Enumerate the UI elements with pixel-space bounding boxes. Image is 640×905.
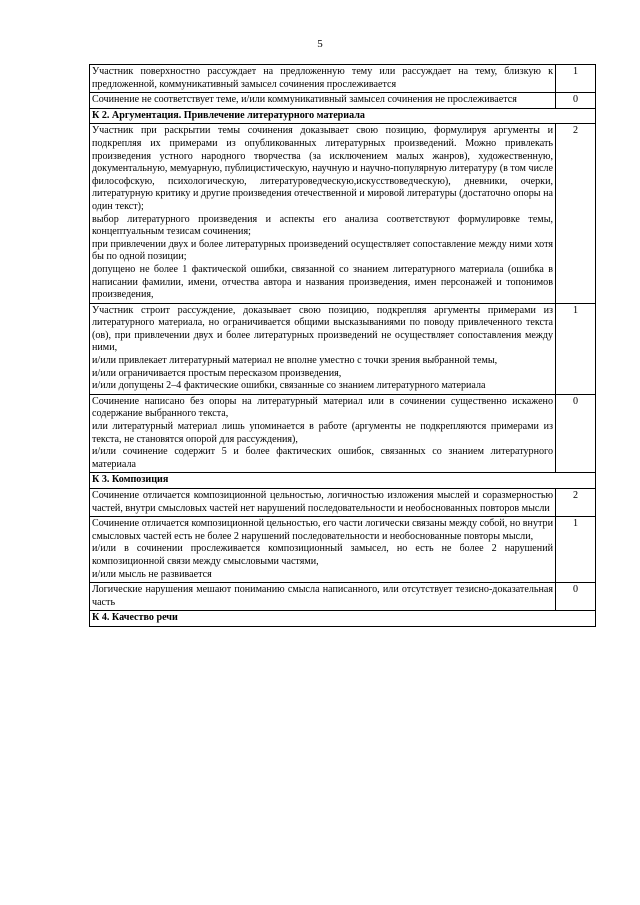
criteria-table — [89, 64, 596, 627]
criterion-row — [90, 394, 596, 473]
score-cell: 2 — [556, 124, 596, 303]
description-paragraph: при привлечении двух и более литературных произведений осуществляет сопоставление между ними хотя бы по одной позиции; — [92, 238, 553, 263]
description-paragraph: и/или ограничивается простым пересказом произведения, — [92, 367, 342, 379]
description-paragraph: Сочинение не соответствует теме, и/или коммуникативный замысел сочинения не прослеживается — [92, 94, 517, 106]
criterion-description — [90, 124, 556, 303]
criterion-description — [90, 303, 556, 394]
criterion-row — [90, 489, 596, 517]
criterion-title: К 4. Качество речи — [90, 611, 596, 627]
description-paragraph: Сочинение написано без опоры на литературный материал или в сочинении существенно искажено содержание выбранного текста, — [92, 395, 553, 420]
criterion-row — [90, 583, 596, 611]
description-paragraph: Участник поверхностно рассуждает на предложенную тему или рассуждает на тему, близкую к предложенной, коммуникативный замысел сочинения прослеживается — [92, 66, 553, 90]
criterion-title: К 2. Аргументация. Привлечение литературного материала — [90, 108, 596, 124]
criterion-header-row — [90, 473, 596, 489]
criterion-description — [90, 517, 556, 583]
score-cell: 1 — [556, 517, 596, 583]
description-paragraph: и/или привлекает литературный материал не вполне уместно с точки зрения выбранной темы, — [92, 355, 498, 367]
description-paragraph: Участник строит рассуждение, доказывает свою позицию, подкрепляя аргументы примерами из литературного материала, но ограничивается общими высказываниями по поводу привлеченного текста (ов), при привлечении двух и более литературных произведений не осуществляет сопоставления между ними, — [92, 304, 553, 354]
description-paragraph: и/или сочинение содержит 5 и более фактических ошибок, связанных со знанием литературного материала — [92, 446, 553, 470]
score-cell: 0 — [556, 394, 596, 473]
criterion-header-row — [90, 108, 596, 124]
criterion-title: К 3. Композиция — [90, 473, 596, 489]
page-number: 5 — [317, 38, 323, 50]
description-paragraph: и/или допущены 2–4 фактические ошибки, связанные со знанием литературного материала — [92, 380, 486, 392]
description-paragraph: Логические нарушения мешают пониманию смысла написанного, или отсутствует тезисно-доказательная часть — [92, 584, 553, 608]
criterion-description — [90, 583, 556, 611]
criterion-row — [90, 65, 596, 93]
criterion-description — [90, 489, 556, 517]
description-paragraph: выбор литературного произведения и аспекты его анализа соответствуют формулировке темы, концептуальным тезисам сочинения; — [92, 213, 553, 238]
criterion-row — [90, 93, 596, 109]
criterion-row — [90, 517, 596, 583]
criterion-description — [90, 394, 556, 473]
description-paragraph: допущено не более 1 фактической ошибки, связанной со знанием литературного материала (ошибка в написании фамилии, имени, отчества автора и названия произведения, имен персонажей и топонимов произведения, — [92, 263, 553, 301]
description-paragraph: и/или мысль не развивается — [92, 568, 212, 580]
description-paragraph: Участник при раскрытии темы сочинения доказывает свою позицию, формулируя аргументы и подкрепляя их примерами из опубликованных литературных произведений. Можно привлекать произведения устного народного творчества (за исключением малых жанров), художественную, документальную, мемуарную, публицистическую, научную и научно-популярную литературу (в том числе философскую, психологическую, литературоведческую,искусствоведческую), дневники, очерки, литературную критику и другие произведения отечественной и мировой литературы (достаточно опоры на один текст); — [92, 125, 553, 212]
description-paragraph: или литературный материал лишь упоминается в работе (аргументы не подкрепляются примерами из текста, не становятся опорой для рассуждения), — [92, 421, 553, 445]
score-cell: 1 — [556, 303, 596, 394]
score-cell: 1 — [556, 65, 596, 93]
criterion-description — [90, 65, 556, 93]
criterion-header-row — [90, 611, 596, 627]
description-paragraph: Сочинение отличается композиционной цельностью, логичностью изложения мыслей и соразмерностью частей, внутри смысловых частей нет нарушений последовательности и необоснованных повторов мысли — [92, 490, 553, 514]
description-paragraph: и/или в сочинении прослеживается композиционный замысел, но есть не более 2 нарушений композиционной связи между смысловыми частями, — [92, 543, 553, 567]
score-cell: 0 — [556, 93, 596, 109]
description-paragraph: Сочинение отличается композиционной цельностью, его части логически связаны между собой, но внутри смысловых частей есть не более 2 нарушений последовательности и необоснованные повторы мысли, — [92, 518, 553, 542]
criterion-description — [90, 93, 556, 109]
criterion-row — [90, 124, 596, 303]
criterion-row — [90, 303, 596, 394]
score-cell: 0 — [556, 583, 596, 611]
score-cell: 2 — [556, 489, 596, 517]
